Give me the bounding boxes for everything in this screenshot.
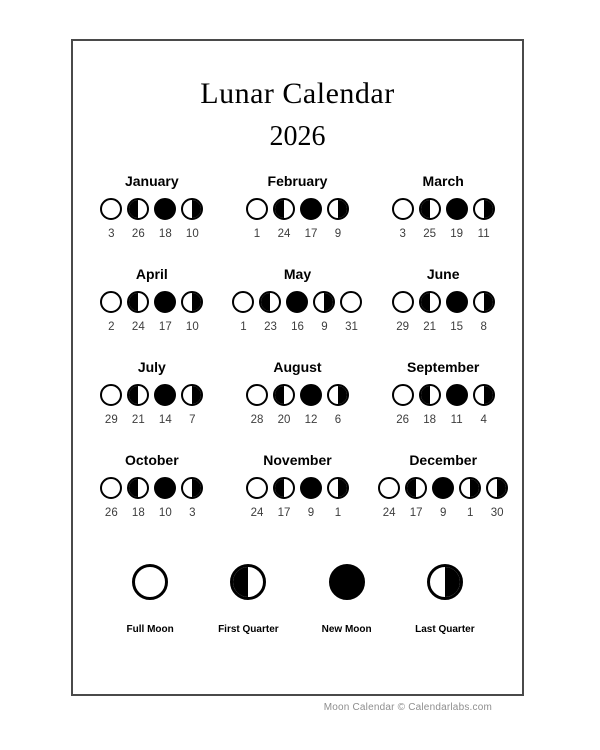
month-name: October	[124, 451, 179, 468]
phase-entry	[392, 198, 414, 240]
phase-date: 30	[490, 506, 504, 519]
first-quarter-icon	[127, 384, 149, 406]
full-moon-icon	[392, 384, 414, 406]
full-moon-icon	[378, 477, 400, 499]
month-april	[79, 266, 225, 336]
phase-date: 10	[158, 506, 172, 519]
last-quarter-icon	[181, 477, 203, 499]
phase-entry	[100, 198, 122, 240]
phase-date: 25	[423, 227, 437, 240]
phase-entry	[246, 198, 268, 240]
phase-date: 26	[396, 413, 410, 426]
phase-date: 26	[131, 227, 145, 240]
phase-row	[246, 198, 349, 240]
phase-entry	[473, 384, 495, 426]
phase-entry	[405, 477, 427, 519]
first-quarter-icon	[259, 291, 281, 313]
phase-entry	[181, 198, 203, 240]
legend-label: First Quarter	[218, 623, 279, 635]
month-may	[225, 266, 371, 336]
phase-entry	[378, 477, 400, 519]
first-quarter-icon	[419, 384, 441, 406]
month-august	[225, 359, 371, 429]
phase-date: 17	[304, 227, 318, 240]
new-moon-icon	[300, 384, 322, 406]
new-moon-icon	[432, 477, 454, 499]
last-quarter-icon	[473, 198, 495, 220]
month-name: June	[426, 265, 460, 282]
new-moon-icon	[154, 198, 176, 220]
phase-entry	[246, 477, 268, 519]
full-moon-icon	[132, 564, 168, 600]
phase-entry	[486, 477, 508, 519]
phase-entry	[273, 384, 295, 426]
phase-date: 29	[396, 320, 410, 333]
phase-date: 8	[480, 320, 487, 333]
phase-date: 14	[158, 413, 172, 426]
phase-row	[392, 384, 495, 426]
months-grid	[73, 173, 522, 522]
last-quarter-icon	[181, 384, 203, 406]
first-quarter-icon	[405, 477, 427, 499]
full-moon-icon	[392, 291, 414, 313]
phase-date: 18	[423, 413, 437, 426]
page-year: 2026	[269, 121, 326, 152]
month-september	[370, 359, 516, 429]
legend-label: Last Quarter	[415, 623, 475, 635]
phase-date: 1	[334, 506, 342, 519]
full-moon-icon	[340, 291, 362, 313]
phase-date: 29	[104, 413, 118, 426]
first-quarter-icon	[419, 291, 441, 313]
phase-entry	[154, 291, 176, 333]
first-quarter-icon	[127, 477, 149, 499]
phase-entry	[392, 291, 414, 333]
phase-date: 23	[264, 320, 277, 333]
phase-row	[392, 291, 495, 333]
phase-entry	[100, 384, 122, 426]
phase-entry	[127, 291, 149, 333]
month-name: July	[137, 358, 166, 375]
first-quarter-icon	[273, 477, 295, 499]
last-quarter-icon	[327, 384, 349, 406]
phase-date: 24	[382, 506, 396, 519]
phase-row	[100, 477, 203, 519]
full-moon-icon	[232, 291, 254, 313]
phase-entry	[286, 291, 308, 333]
phase-entry	[300, 384, 322, 426]
phase-date: 15	[450, 320, 464, 333]
phase-date: 9	[307, 506, 315, 519]
month-name: March	[422, 172, 464, 189]
phase-date: 17	[277, 506, 291, 519]
phase-legend	[73, 564, 522, 635]
phase-row	[100, 198, 203, 240]
month-name: August	[273, 358, 322, 375]
full-moon-icon	[100, 384, 122, 406]
phase-row	[246, 477, 349, 519]
page-title: Lunar Calendar	[200, 77, 395, 110]
phase-entry	[446, 291, 468, 333]
phase-date: 19	[450, 227, 464, 240]
phase-entry	[300, 198, 322, 240]
new-moon-icon	[154, 384, 176, 406]
first-quarter-icon	[230, 564, 266, 600]
phase-entry	[419, 384, 441, 426]
phase-entry	[327, 477, 349, 519]
phase-date: 3	[399, 227, 406, 240]
phase-date: 7	[189, 413, 196, 426]
month-name: January	[124, 172, 179, 189]
phase-entry	[300, 477, 322, 519]
legend-item-first	[199, 564, 297, 635]
month-name: September	[406, 358, 480, 375]
first-quarter-icon	[127, 198, 149, 220]
month-february	[225, 173, 371, 243]
full-moon-icon	[100, 198, 122, 220]
phase-date: 4	[480, 413, 487, 426]
phase-row	[100, 291, 203, 333]
phase-date: 11	[450, 413, 463, 426]
phase-entry	[419, 198, 441, 240]
phase-entry	[127, 477, 149, 519]
new-moon-icon	[286, 291, 308, 313]
phase-row	[392, 198, 495, 240]
phase-entry	[154, 477, 176, 519]
footer-credit: Moon Calendar © Calendarlabs.com	[323, 702, 492, 713]
month-name: April	[135, 265, 168, 282]
phase-date: 3	[189, 506, 196, 519]
first-quarter-icon	[419, 198, 441, 220]
phase-date: 28	[250, 413, 264, 426]
new-moon-icon	[154, 477, 176, 499]
legend-item-full	[101, 564, 199, 635]
phase-entry	[459, 477, 481, 519]
phase-date: 6	[334, 413, 342, 426]
phase-entry	[259, 291, 281, 333]
new-moon-icon	[446, 198, 468, 220]
new-moon-icon	[300, 477, 322, 499]
last-quarter-icon	[327, 198, 349, 220]
phase-date: 16	[291, 320, 304, 333]
phase-entry	[327, 198, 349, 240]
month-june	[370, 266, 516, 336]
phase-date: 2	[108, 320, 115, 333]
phase-date: 1	[240, 320, 247, 333]
phase-date: 26	[104, 506, 118, 519]
month-name: February	[267, 172, 328, 189]
new-moon-icon	[446, 291, 468, 313]
phase-entry	[246, 384, 268, 426]
last-quarter-icon	[313, 291, 335, 313]
new-moon-icon	[154, 291, 176, 313]
last-quarter-icon	[473, 291, 495, 313]
phase-entry	[181, 477, 203, 519]
last-quarter-icon	[486, 477, 508, 499]
phase-date: 31	[345, 320, 358, 333]
phase-row	[246, 384, 349, 426]
phase-date: 24	[250, 506, 264, 519]
phase-entry	[273, 198, 295, 240]
phase-date: 17	[158, 320, 172, 333]
month-name: May	[283, 265, 312, 282]
month-december	[370, 452, 516, 522]
phase-entry	[127, 198, 149, 240]
phase-entry	[327, 384, 349, 426]
phase-date: 20	[277, 413, 291, 426]
legend-item-last	[396, 564, 494, 635]
legend-label: New Moon	[321, 623, 372, 635]
phase-row	[232, 291, 362, 333]
new-moon-icon	[329, 564, 365, 600]
phase-entry	[273, 477, 295, 519]
phase-date: 9	[439, 506, 447, 519]
phase-entry	[154, 384, 176, 426]
legend-label: Full Moon	[126, 623, 174, 635]
phase-date: 18	[158, 227, 172, 240]
phase-date: 12	[304, 413, 318, 426]
phase-date: 1	[253, 227, 261, 240]
month-november	[225, 452, 371, 522]
phase-entry	[127, 384, 149, 426]
phase-date: 18	[131, 506, 145, 519]
full-moon-icon	[246, 477, 268, 499]
full-moon-icon	[392, 198, 414, 220]
phase-entry	[181, 384, 203, 426]
phase-entry	[181, 291, 203, 333]
phase-entry	[392, 384, 414, 426]
phase-date: 24	[277, 227, 291, 240]
full-moon-icon	[100, 477, 122, 499]
month-january	[79, 173, 225, 243]
full-moon-icon	[246, 198, 268, 220]
phase-date: 10	[185, 320, 199, 333]
phase-entry	[100, 477, 122, 519]
phase-entry	[446, 384, 468, 426]
new-moon-icon	[300, 198, 322, 220]
legend-item-new	[298, 564, 396, 635]
month-october	[79, 452, 225, 522]
phase-row	[100, 384, 203, 426]
phase-entry	[313, 291, 335, 333]
phase-entry	[154, 198, 176, 240]
last-quarter-icon	[427, 564, 463, 600]
phase-entry	[419, 291, 441, 333]
last-quarter-icon	[473, 384, 495, 406]
first-quarter-icon	[273, 384, 295, 406]
phase-entry	[100, 291, 122, 333]
phase-date: 1	[466, 506, 474, 519]
phase-entry	[446, 198, 468, 240]
first-quarter-icon	[273, 198, 295, 220]
phase-date: 11	[477, 227, 490, 240]
phase-date: 17	[409, 506, 423, 519]
phase-entry	[340, 291, 362, 333]
phase-date: 9	[321, 320, 328, 333]
month-name: November	[263, 451, 332, 468]
phase-date: 10	[185, 227, 199, 240]
last-quarter-icon	[181, 198, 203, 220]
phase-date: 21	[131, 413, 145, 426]
phase-date: 24	[131, 320, 145, 333]
phase-entry	[473, 198, 495, 240]
calendar-page	[71, 39, 524, 696]
last-quarter-icon	[181, 291, 203, 313]
last-quarter-icon	[327, 477, 349, 499]
full-moon-icon	[246, 384, 268, 406]
first-quarter-icon	[127, 291, 149, 313]
new-moon-icon	[446, 384, 468, 406]
last-quarter-icon	[459, 477, 481, 499]
phase-row	[378, 477, 508, 519]
phase-entry	[473, 291, 495, 333]
month-name: December	[409, 451, 478, 468]
month-july	[79, 359, 225, 429]
phase-date: 21	[423, 320, 437, 333]
phase-entry	[232, 291, 254, 333]
phase-date: 9	[334, 227, 342, 240]
full-moon-icon	[100, 291, 122, 313]
phase-entry	[432, 477, 454, 519]
month-march	[370, 173, 516, 243]
phase-date: 3	[108, 227, 115, 240]
